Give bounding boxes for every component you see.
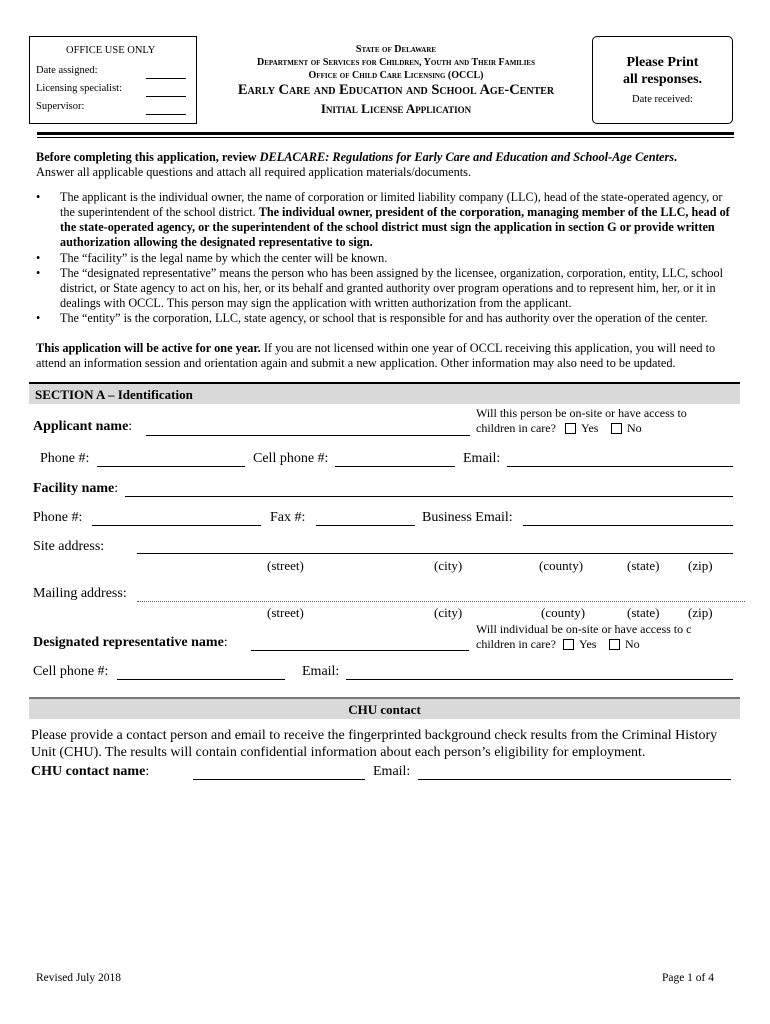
supervisor-field[interactable] — [146, 114, 186, 115]
office-use-date-assigned-label: Date assigned: — [36, 65, 98, 76]
intro-line2: Answer all applicable questions and attach all required application materials/documents. — [36, 165, 472, 179]
site-state-caption: (state) — [627, 558, 660, 573]
applicant-name-field[interactable] — [146, 435, 470, 436]
rep-onsite-question-line1: Will individual be on-site or have access to c — [476, 622, 692, 636]
site-zip-caption: (zip) — [688, 558, 713, 573]
fax-field[interactable] — [316, 525, 415, 526]
active-note — [36, 341, 736, 371]
office-use-supervisor-label: Supervisor: — [36, 101, 85, 112]
site-street-caption: (street) — [267, 558, 304, 573]
header-rule — [37, 132, 734, 135]
email-label: Email: — [463, 451, 501, 466]
business-email-field[interactable] — [523, 525, 733, 526]
licensing-specialist-field[interactable] — [146, 96, 186, 97]
chu-contact-name-colon: : — [145, 764, 150, 779]
office-title: Office of Child Care Licensing (OCCL) — [308, 70, 484, 81]
rep-email-field[interactable] — [346, 679, 733, 680]
mail-zip-caption: (zip) — [688, 605, 713, 620]
rep-onsite-question-line2: children in care? — [476, 637, 556, 651]
office-use-licensing-specialist-label: Licensing specialist: — [36, 83, 123, 94]
revised-date: Revised July 2018 — [36, 972, 121, 984]
applicant-name-label — [33, 419, 132, 435]
chu-header — [29, 697, 740, 719]
chu-contact-name-label — [31, 764, 149, 780]
cell-phone-label: Cell phone #: — [253, 451, 329, 466]
email-field[interactable] — [507, 466, 733, 467]
header-rule-thin — [37, 137, 734, 138]
mail-county-caption: (county) — [541, 605, 586, 620]
department-title: Department of Services for Children, Youth and Their Families — [257, 57, 535, 68]
definitions-list — [36, 190, 736, 326]
designated-rep-label — [33, 635, 228, 651]
active-note-bold: This application will be active for one year. — [36, 341, 261, 355]
please-print-box — [592, 36, 733, 124]
onsite-question-line1: Will this person be on-site or have access to — [476, 406, 687, 420]
section-a-title: SECTION A – Identification — [35, 387, 193, 402]
onsite-yes-label: Yes — [581, 421, 599, 435]
mail-city-caption: (city) — [434, 605, 463, 620]
bullet-entity: The “entity” is the corporation, LLC, state agency, or school that is responsible for and has authority over the operation of the center. — [60, 311, 708, 325]
facility-name-colon: : — [114, 481, 119, 496]
bullet-designated-rep: The “designated representative” means the person who has been assigned by the licensee, organization, corporation, entity, LLC, school district, or State agency to act on his, her, or its behalf and granted authority over program operations and to represent him, her, or it in dealings with OCCL. This person may sign the application with written authorization from the applicant. — [60, 266, 723, 310]
facility-phone-label: Phone #: — [33, 510, 83, 525]
office-use-title: OFFICE USE ONLY — [66, 45, 156, 56]
onsite-yes-checkbox[interactable] — [565, 423, 576, 434]
facility-name-label — [33, 481, 118, 497]
cell-phone-field[interactable] — [335, 466, 455, 467]
page-number: Page 1 of 4 — [661, 972, 714, 984]
designated-rep-colon: : — [223, 635, 228, 650]
form-title-line2: Initial License Application — [320, 101, 472, 116]
mailing-address-field[interactable] — [137, 601, 745, 602]
date-received-label: Date received: — [632, 94, 693, 105]
chu-email-field[interactable] — [418, 779, 731, 780]
rep-cell-phone-label: Cell phone #: — [33, 664, 109, 679]
site-city-caption: (city) — [434, 558, 463, 573]
phone-label: Phone #: — [40, 451, 90, 466]
please-print-line1: Please Print — [626, 55, 699, 70]
chu-paragraph: Please provide a contact person and email to receive the fingerprinted background check results from the Criminal History Unit (CHU). The results will contain confidential information about each person’s eligibility for employment. — [31, 728, 718, 760]
date-assigned-field[interactable] — [146, 78, 186, 79]
intro-lead-end: . — [674, 150, 678, 164]
rep-email-label: Email: — [302, 664, 340, 679]
applicant-name-colon: : — [128, 419, 133, 434]
business-email-label: Business Email: — [422, 510, 513, 525]
rep-onsite-no-label: No — [625, 637, 640, 651]
facility-name-text: Facility name — [33, 481, 115, 496]
site-address-label: Site address: — [33, 539, 105, 554]
chu-title: CHU contact — [348, 702, 421, 717]
fax-label: Fax #: — [270, 510, 306, 525]
onsite-no-label: No — [627, 421, 642, 435]
designated-rep-text: Designated representative name — [33, 635, 224, 650]
site-county-caption: (county) — [539, 558, 584, 573]
facility-name-field[interactable] — [125, 496, 733, 497]
mail-state-caption: (state) — [627, 605, 660, 620]
intro-lead-bold: Before completing this application, review — [36, 150, 260, 164]
chu-contact-name-field[interactable] — [193, 779, 365, 780]
rep-onsite-yes-label: Yes — [579, 637, 597, 651]
onsite-question-line2: children in care? — [476, 421, 556, 435]
office-use-box — [29, 36, 197, 124]
mailing-address-label: Mailing address: — [33, 586, 127, 601]
please-print-line2: all responses. — [622, 72, 703, 87]
bullet-applicant-plain: The applicant is the individual owner, the name of corporation or limited liability company (LLC), head of the state-operated agency, or the superintendent of the school district. — [60, 190, 723, 219]
chu-email-label: Email: — [373, 764, 411, 779]
applicant-name-text: Applicant name — [33, 419, 129, 434]
form-title-line1: Early Care and Education and School Age-Center — [237, 82, 555, 98]
facility-phone-field[interactable] — [92, 525, 261, 526]
intro-lead-italic: DELACARE: Regulations for Early Care and Education and School-Age Centers — [259, 150, 675, 164]
mail-street-caption: (street) — [267, 605, 304, 620]
list-item: • The “facility” is the legal name by which the center will be known. — [36, 251, 388, 265]
list-item: • The applicant is the individual owner, the name of corporation or limited liability company (LLC), head of the state-operated agency, or the superintendent of the school district. The individual owner, president of the corporation, managing member of the LLC, head of the state-operated agency, or the superintendent of the school district must sign the application in section G or provide written authorization allowing the designated representative to sign. — [36, 190, 730, 249]
chu-contact-name-text: CHU contact name — [31, 764, 146, 779]
intro-line1 — [36, 150, 746, 165]
state-title: State of Delaware — [355, 44, 437, 55]
site-address-field[interactable] — [137, 553, 733, 554]
bullet-applicant-bold: The individual owner, president of the corporation, managing member of the LLC, head of the state-operated agency, or the superintendent of the school district must sign the application in section G or provide written authorization allowing the designated representative to sign. — [60, 205, 730, 249]
rep-cell-phone-field[interactable] — [117, 679, 285, 680]
rep-onsite-no-checkbox[interactable] — [609, 639, 620, 650]
list-item: • The “entity” is the corporation, LLC, state agency, or school that is responsible for and has authority over the operation of the center. — [36, 311, 708, 325]
designated-rep-field[interactable] — [251, 650, 469, 651]
section-a-header — [29, 382, 740, 404]
active-note-rest: If you are not licensed within one year of OCCL receiving this application, you will need to attend an information session and orientation again and submit a new application. Other information may also need to be updated. — [36, 341, 716, 370]
rep-onsite-yes-checkbox[interactable] — [563, 639, 574, 650]
onsite-no-checkbox[interactable] — [611, 423, 622, 434]
bullet-facility: The “facility” is the legal name by which the center will be known. — [60, 251, 388, 265]
list-item: • The “designated representative” means the person who has been assigned by the licensee, organization, corporation, entity, LLC, school district, or State agency to act on his, her, or its behalf and granted authority over program operations and to represent him, her, or it in dealings with OCCL. This person may sign the application with written authorization from the applicant. — [36, 266, 723, 310]
phone-field[interactable] — [97, 466, 245, 467]
